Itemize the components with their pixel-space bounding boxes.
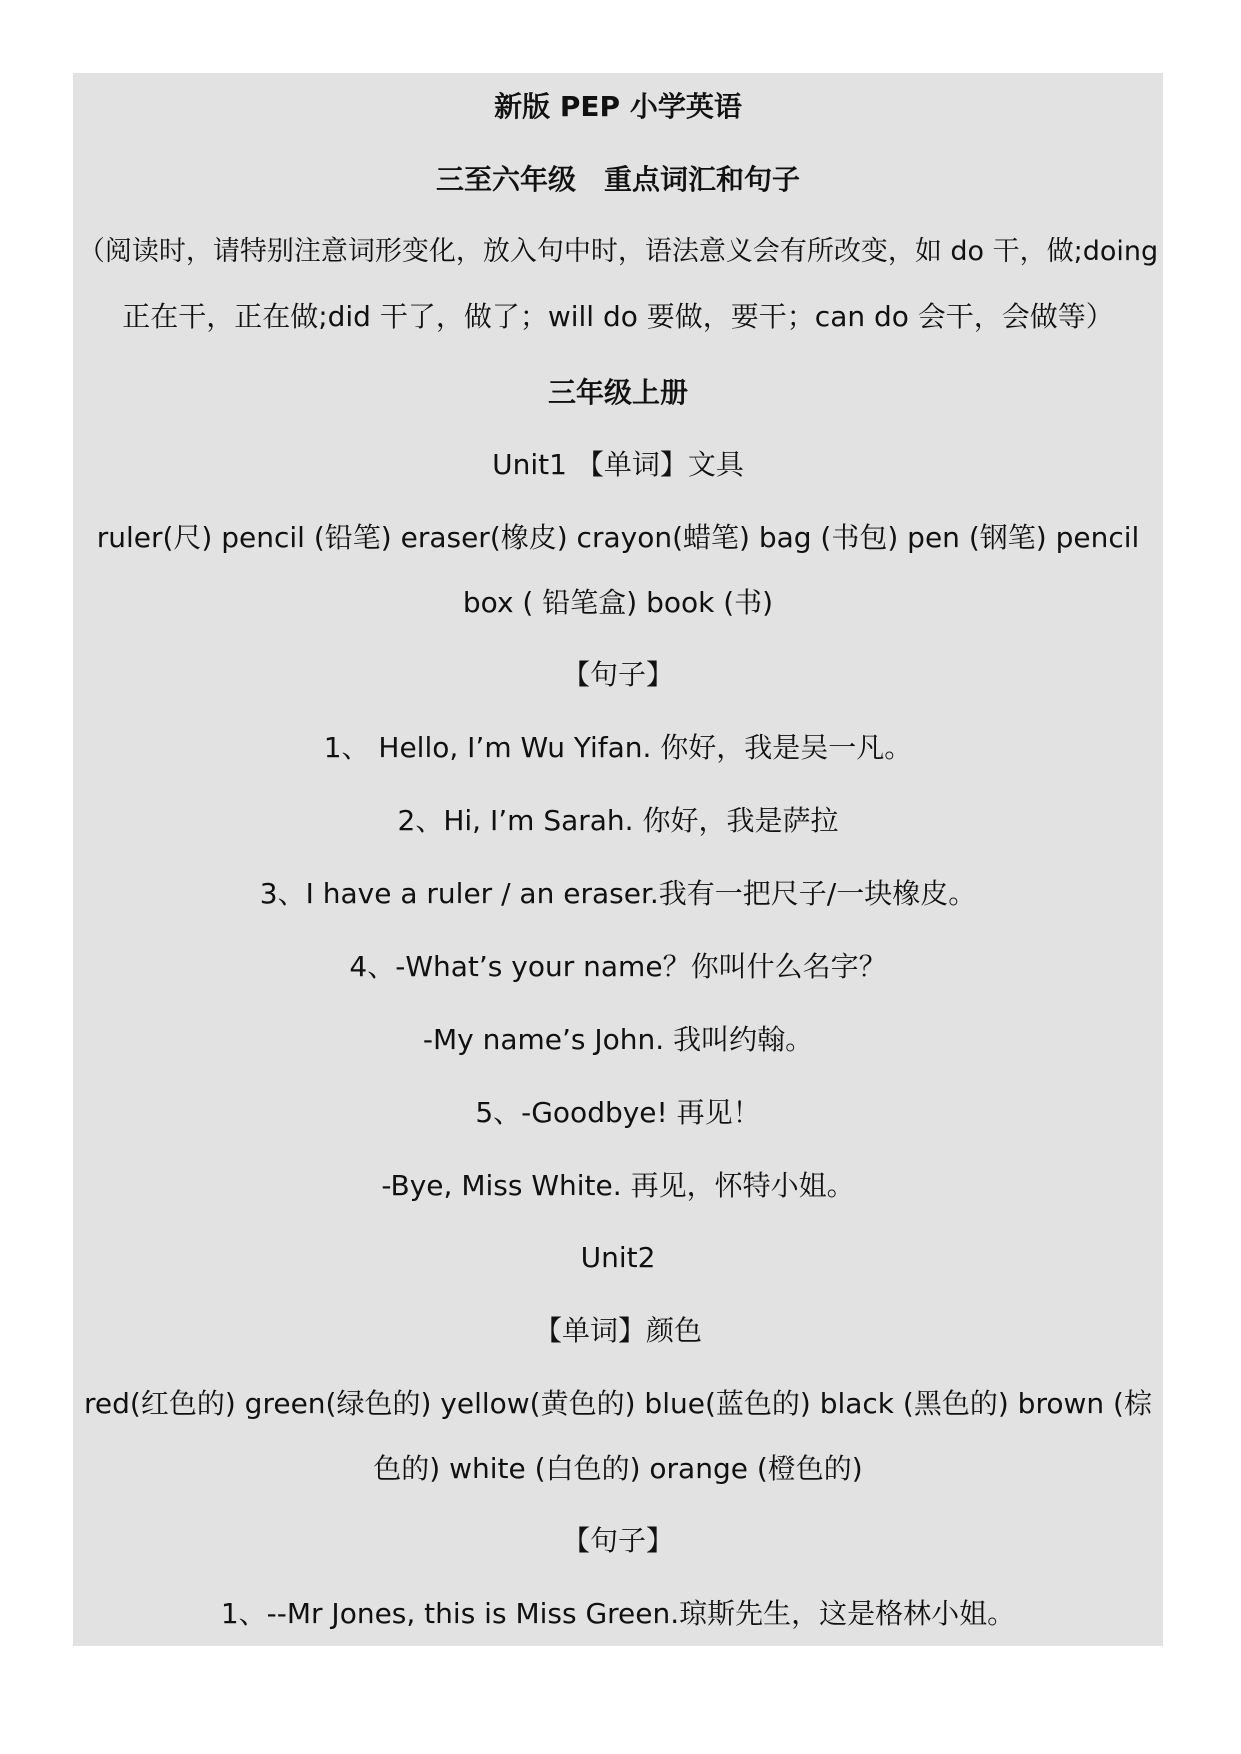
unit1-sentence: 4、-What’s your name？你叫什么名字？ [349,950,887,983]
unit1-sentence: 5、-Goodbye! 再见！ [475,1096,761,1129]
unit1-sentence: 3、I have a ruler / an eraser.我有一把尺子/一块橡皮。 [259,877,977,910]
unit1-sentence: 2、Hi, I’m Sarah. 你好，我是萨拉 [397,804,839,837]
unit1-sentence: -Bye, Miss White. 再见，怀特小姐。 [381,1169,855,1202]
unit1-words-line-2: box ( 铅笔盒) book (书) [462,586,774,619]
unit2-heading: Unit2 [580,1241,656,1274]
unit2-sentences-heading: 【句子】 [561,1524,674,1557]
unit2-words-line-2: 色的) white (白色的) orange (橙色的) [373,1452,863,1485]
note-line-1: （阅读时，请特别注意词形变化，放入句中时，语法意义会有所改变，如 do 干，做;doing [77,236,1159,267]
unit2-words-heading: 【单词】颜色 [533,1314,702,1347]
unit1-heading: Unit1 【单词】文具 [492,448,744,481]
unit1-sentence: 1、 Hello, I’m Wu Yifan. 你好，我是吴一凡。 [323,731,913,764]
unit2-words-line-1: red(红色的) green(绿色的) yellow(黄色的) blue(蓝色的) black (黑色的) brown (棕 [84,1387,1152,1420]
unit1-words-line-1: ruler(尺) pencil (铅笔) eraser(橡皮) crayon(蜡笔) bag (书包) pen (钢笔) pencil [96,521,1140,554]
unit1-sentence: -My name’s John. 我叫约翰。 [422,1023,814,1056]
document-subtitle: 三至六年级 重点词汇和句子 [435,163,800,196]
document-title: 新版 PEP 小学英语 [494,90,742,123]
unit2-sentence: 1、--Mr Jones, this is Miss Green.琼斯先生，这是格林小姐。 [220,1597,1016,1630]
note-line-2: 正在干，正在做;did 干了，做了；will do 要做，要干；can do 会干，会做等） [122,300,1114,333]
unit1-sentences-heading: 【句子】 [561,658,674,691]
grade-heading: 三年级上册 [547,376,688,409]
